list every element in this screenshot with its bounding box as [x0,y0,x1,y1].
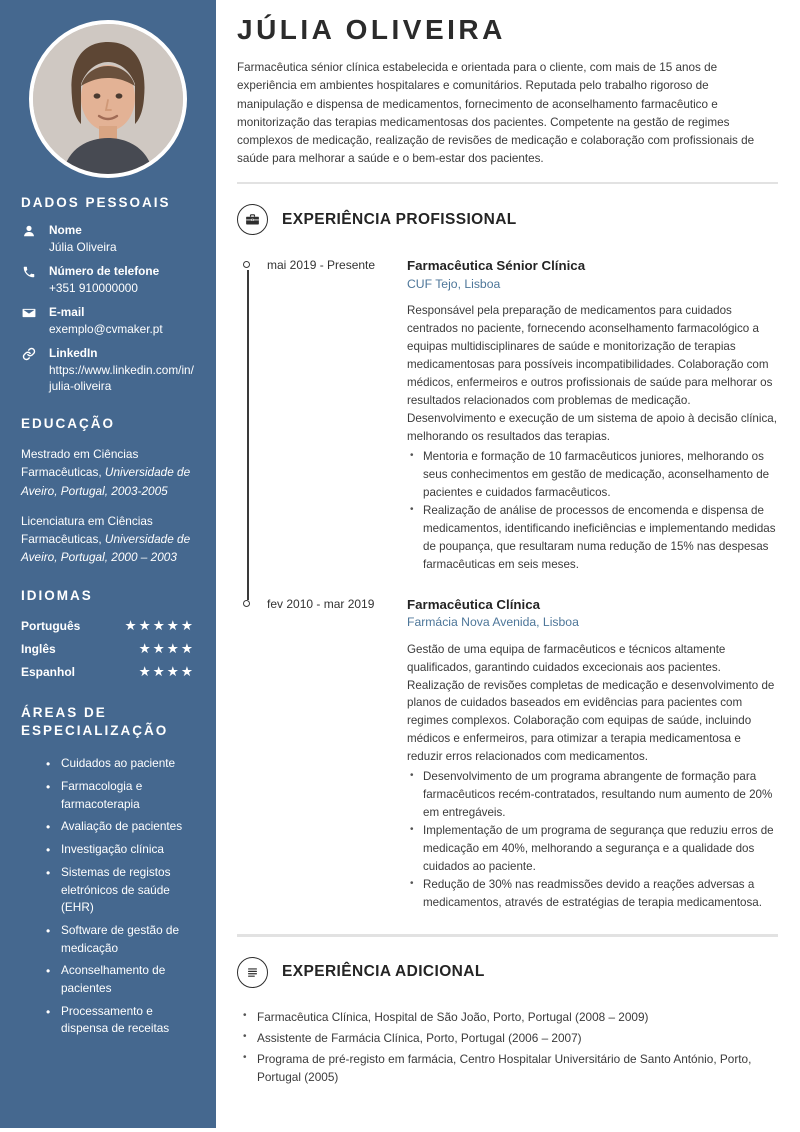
job-achievement: • Mentoria e formação de 10 farmacêuticos juniores, melhorando os seus conhecimentos em gestão de medicação, aconselhamento de pacientes e cuidados farmacêuticos. [407,448,778,502]
contact-value: Júlia Oliveira [49,239,117,254]
contact-label: Nome [49,223,82,238]
languages-list [21,615,195,684]
education-degree: Licenciatura em Ciências Farmacêuticas, [21,513,153,547]
timeline [237,257,267,574]
language-name: Espanhol [21,665,76,680]
list-icon [237,957,268,988]
job-body [407,257,778,574]
contact-value: +351 910000000 [49,280,138,295]
specialization-item: • Processamento e dispensa de receitas [21,1003,195,1038]
phone-icon [22,265,36,279]
envelope-icon [22,306,36,320]
contact-label: Número de telefone [49,264,160,279]
additional-experience-list [237,1008,778,1087]
job-entry [237,257,778,574]
timeline-dot [243,600,250,607]
contact-list [21,222,195,395]
professional-experience-header [237,204,778,235]
job-dates: mai 2019 - Presente [267,258,376,272]
additional-experience-item: • Farmacêutica Clínica, Hospital de São João, Porto, Portugal (2008 – 2009) [237,1008,778,1026]
star-rating: ★★★★ [138,641,195,657]
star-rating: ★★★★★ [124,618,195,634]
job-achievement: • Redução de 30% nas readmissões devido a reações adversas a medicamentos, através de estratégias de terapia medicamentosa. [407,876,778,912]
timeline [237,596,267,913]
job-achievements [407,448,778,574]
profile-photo-illustration [33,24,183,174]
main-content [237,0,778,1090]
job-title: Farmacêutica Sénior Clínica [407,258,586,273]
specializations-heading: ÁREAS DE ESPECIALIZAÇÃO [21,704,169,739]
contact-item-linkedin [21,345,195,395]
contact-label: LinkedIn [49,346,98,361]
link-icon [22,347,36,361]
job-description: Responsável pela preparação de medicamentos para cuidados centrados no paciente, fornecendo aconselhamento farmacológico a equipas multidisciplinares de saúde e monitorização de terapias medicamentosas para possíveis incompatibilidades. Colaboração com médicos, enfermeiros e outros profissionais de saúde para melhorar os resultados relacionados com problemas de medicação. Desenvolvimento e execução de um sistema de apoio à decisão clínica, melhorando os resultados das terapias. [407,304,777,443]
education-item [21,512,195,567]
language-name: Português [21,619,81,634]
additional-experience-header [237,957,778,988]
section-title: EXPERIÊNCIA PROFISSIONAL [282,210,517,228]
personal-data-heading: DADOS PESSOAIS [21,195,171,210]
sidebar [0,0,216,1128]
additional-experience-item: • Programa de pré-registo em farmácia, Centro Hospitalar Universitário de Santo António, Porto, Portugal (2005) [237,1050,778,1087]
contact-value: exemplo@cvmaker.pt [49,321,163,336]
specialization-item: • Farmacologia e farmacoterapia [21,778,195,813]
specialization-item: • Investigação clínica [21,841,195,859]
specializations-list [21,755,195,1038]
language-row [21,638,195,661]
section-divider [237,182,778,185]
job-achievement: • Realização de análise de processos de encomenda e dispensa de medicamentos, identificando ineficiências e implementando medidas de poupança, que resultaram numa redução de 15% nas despesas farmacêuticas em seis meses. [407,502,778,574]
specialization-item: • Software de gestão de medicação [21,922,195,957]
job-company: CUF Tejo, Lisboa [407,276,501,291]
person-icon [22,224,36,238]
job-achievements [407,768,778,912]
linkedin-url[interactable]: https://www.linkedin.com/in/julia-oliveira [49,362,194,394]
language-name: Inglês [21,642,56,657]
briefcase-icon [237,204,268,235]
job-company: Farmácia Nova Avenida, Lisboa [407,615,579,630]
section-title: EXPERIÊNCIA ADICIONAL [282,963,485,981]
page-title: JÚLIA OLIVEIRA [237,14,506,45]
specialization-item: • Avaliação de pacientes [21,818,195,836]
education-degree: Mestrado em Ciências Farmacêuticas, [21,447,139,480]
job-list [237,257,778,912]
language-row [21,661,195,684]
specialization-item: • Cuidados ao paciente [21,755,195,773]
contact-item-email [21,304,195,337]
education-institution: Universidade de Aveiro, Portugal, 2003-2005 [21,465,191,498]
timeline-dot [243,261,250,268]
job-entry [237,596,778,913]
section-divider [237,934,778,937]
job-body [407,596,778,913]
job-achievement: • Implementação de um programa de segurança que reduziu erros de medicação em 40%, melhorando a segurança e a qualidade dos cuidados ao paciente. [407,822,778,876]
additional-experience-item: • Assistente de Farmácia Clínica, Porto, Portugal (2006 – 2007) [237,1029,778,1047]
contact-item-name [21,222,195,255]
specialization-item: • Sistemas de registos eletrónicos de saúde (EHR) [21,864,195,917]
job-description: Gestão de uma equipa de farmacêuticos e técnicos altamente qualificados, garantindo cuidados excecionais aos pacientes. Realização de revisões completas de medicação e desenvolvimento de planos de cuidados baseados em evidências para pacientes com regimes complexos. Colaboração com equipas de saúde, incluindo médicos e enfermeiros, para otimizar a terapia medicamentosa e reduzir erros relacionados com medicamentos. [407,642,775,764]
languages-heading: IDIOMAS [21,587,93,603]
job-achievement: • Desenvolvimento de um programa abrangente de formação para farmacêuticos recém-contratados, resultando num aumento de 20% em entregáveis. [407,768,778,822]
education-institution: Universidade de Aveiro, Portugal, 2000 – 2003 [21,532,191,565]
education-list [21,445,195,567]
profile-photo [29,20,187,178]
education-heading: EDUCAÇÃO [21,415,116,431]
profile-summary: Farmacêutica sénior clínica estabelecida e orientada para o cliente, com mais de 15 anos de experiência em ambientes hospitalares e comunitários. Reputada pelo trabalho rigoroso de manipulação e dispensa de medicamentos, fornecimento de aconselhamento farmacêutico e monitorização das terapias medicamentosas dos pacientes. Competente na gestão de regimes complexos de medicação, realização de revisões de medicação e colaboração com profissionais de saúde para melhorar a saúde e o bem-estar dos pacientes. [237,61,755,166]
contact-label: E-mail [49,305,85,320]
job-dates: fev 2010 - mar 2019 [267,596,375,611]
language-row [21,615,195,638]
contact-item-phone [21,263,195,296]
specialization-item: • Aconselhamento de pacientes [21,962,195,997]
job-title: Farmacêutica Clínica [407,596,541,612]
education-item [21,445,195,500]
star-rating: ★★★★ [138,664,195,680]
